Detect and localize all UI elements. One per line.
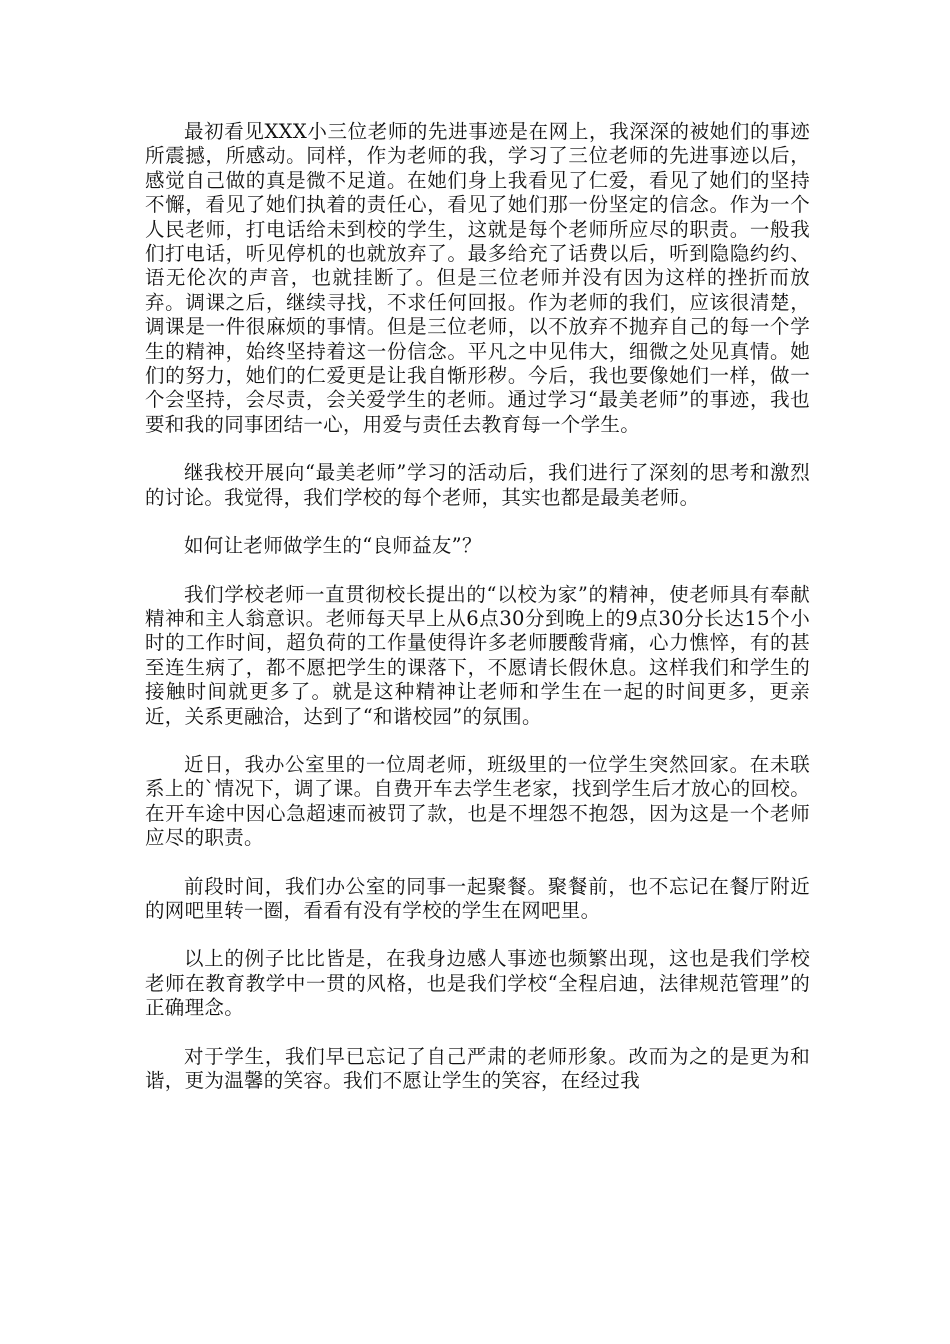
paragraph-8: 对于学生，我们早已忘记了自己严肃的老师形象。改而为之的是更为和谐，更为温馨的笑容。我们不愿让学生的笑容，在经过我	[145, 1044, 810, 1092]
document-body	[145, 120, 810, 1117]
paragraph-3: 如何让老师做学生的“良师益友”？	[184, 534, 482, 558]
paragraph-1: 最初看见XXX小三位老师的先进事迹是在网上，我深深的被她们的事迹所震撼，所感动。同样，作为老师的我，学习了三位老师的先进事迹以后，感觉自己做的真是微不足道。在她们身上我看见了仁爱，看见了她们的坚持不懈，看见了她们执着的责任心，看见了她们那一份坚定的信念。作为一个人民老师，打电话给未到校的学生，这就是每个老师所应尽的职责。一般我们打电话，听见停机的也就放弃了。最多给充了话费以后，听到隐隐约约、语无伦次的声音，也就挂断了。但是三位老师并没有因为这样的挫折而放弃。调课之后，继续寻找，不求任何回报。作为老师的我们，应该很清楚，调课是一件很麻烦的事情。但是三位老师，以不放弃不抛弃自己的每一个学生的精神，始终坚持着这一份信念。平凡之中见伟大，细微之处见真情。她们的努力，她们的仁爱更是让我自惭形秽。今后，我也要像她们一样，做一个会坚持，会尽责，会关爱学生的老师。通过学习“最美老师”的事迹，我也要和我的同事团结一心，用爱与责任去教育每一个学生。	[145, 120, 810, 436]
paragraph-7: 以上的例子比比皆是，在我身边感人事迹也频繁出现，这也是我们学校老师在教育教学中一贯的风格，也是我们学校“全程启迪，法律规范管理”的正确理念。	[145, 947, 810, 1020]
paragraph-5: 近日，我办公室里的一位周老师，班级里的一位学生突然回家。在未联系上的`情况下，调了课。自费开车去学生老家，找到学生后才放心的回校。在开车途中因心急超速而被罚了款，也是不埋怨不抱怨，因为这是一个老师应尽的职责。	[145, 752, 810, 850]
paragraph-2: 继我校开展向“最美老师”学习的活动后，我们进行了深刻的思考和激烈的讨论。我觉得，我们学校的每个老师，其实也都是最美老师。	[145, 461, 810, 509]
paragraph-4: 我们学校老师一直贯彻校长提出的“以校为家”的精神，使老师具有奉献精神和主人翁意识。老师每天早上从6点30分到晚上的9点30分长达15个小时的工作时间，超负荷的工作量使得许多老师腰酸背痛，心力憔悴，有的甚至连生病了，都不愿把学生的课落下，不愿请长假休息。这样我们和学生的接触时间就更多了。就是这种精神让老师和学生在一起的时间更多，更亲近，关系更融洽，达到了“和谐校园”的氛围。	[145, 582, 810, 728]
paragraph-6: 前段时间，我们办公室的同事一起聚餐。聚餐前，也不忘记在餐厅附近的网吧里转一圈，看看有没有学校的学生在网吧里。	[145, 874, 810, 922]
